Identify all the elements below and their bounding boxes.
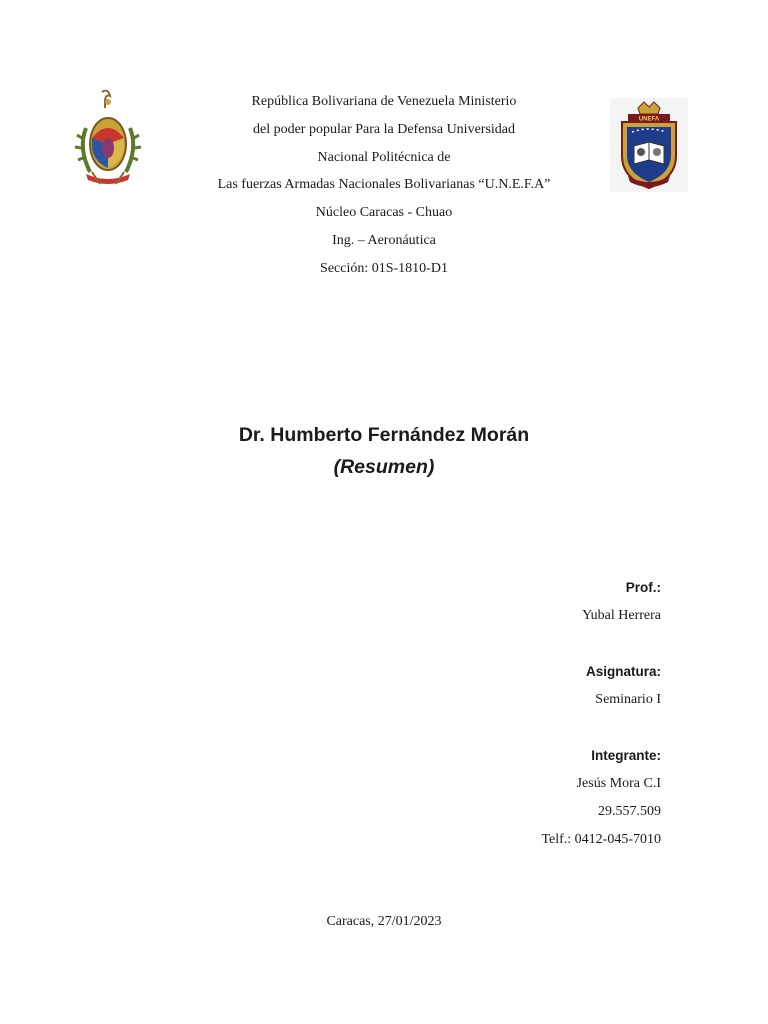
crest-banner-text: UNEFA — [638, 116, 660, 123]
author-info — [541, 574, 661, 854]
title-block — [0, 420, 768, 484]
member-id: 29.557.509 — [598, 804, 661, 819]
document-subtitle: (Resumen) — [333, 456, 435, 478]
member-name: Jesús Mora C.I — [576, 776, 661, 791]
header-line-5: Núcleo Caracas - Chuao — [315, 205, 453, 221]
header-line-1: República Bolivariana de Venezuela Ministerio — [251, 94, 517, 109]
member-label: Integrante: — [591, 748, 661, 763]
document-title: Dr. Humberto Fernández Morán — [238, 424, 530, 446]
header-line-2: del poder popular Para la Defensa Universidad — [252, 121, 515, 137]
header-line-7: Sección: 01S-1810-D1 — [320, 260, 448, 276]
institution-header — [0, 88, 768, 283]
member-phone: Telf.: 0412-045-7010 — [541, 832, 661, 847]
place-date: Caracas, 27/01/2023 — [326, 914, 442, 929]
header-line-3: Nacional Politécnica de — [317, 149, 451, 165]
subject-label: Asignatura: — [585, 664, 661, 679]
header-line-4: Las fuerzas Armadas Nacionales Bolivarianas “U.N.E.F.A” — [217, 177, 551, 193]
subject-value: Seminario I — [595, 692, 661, 707]
prof-label: Prof.: — [625, 580, 661, 595]
prof-value: Yubal Herrera — [582, 608, 661, 623]
header-line-6: Ing. – Aeronáutica — [332, 232, 436, 248]
